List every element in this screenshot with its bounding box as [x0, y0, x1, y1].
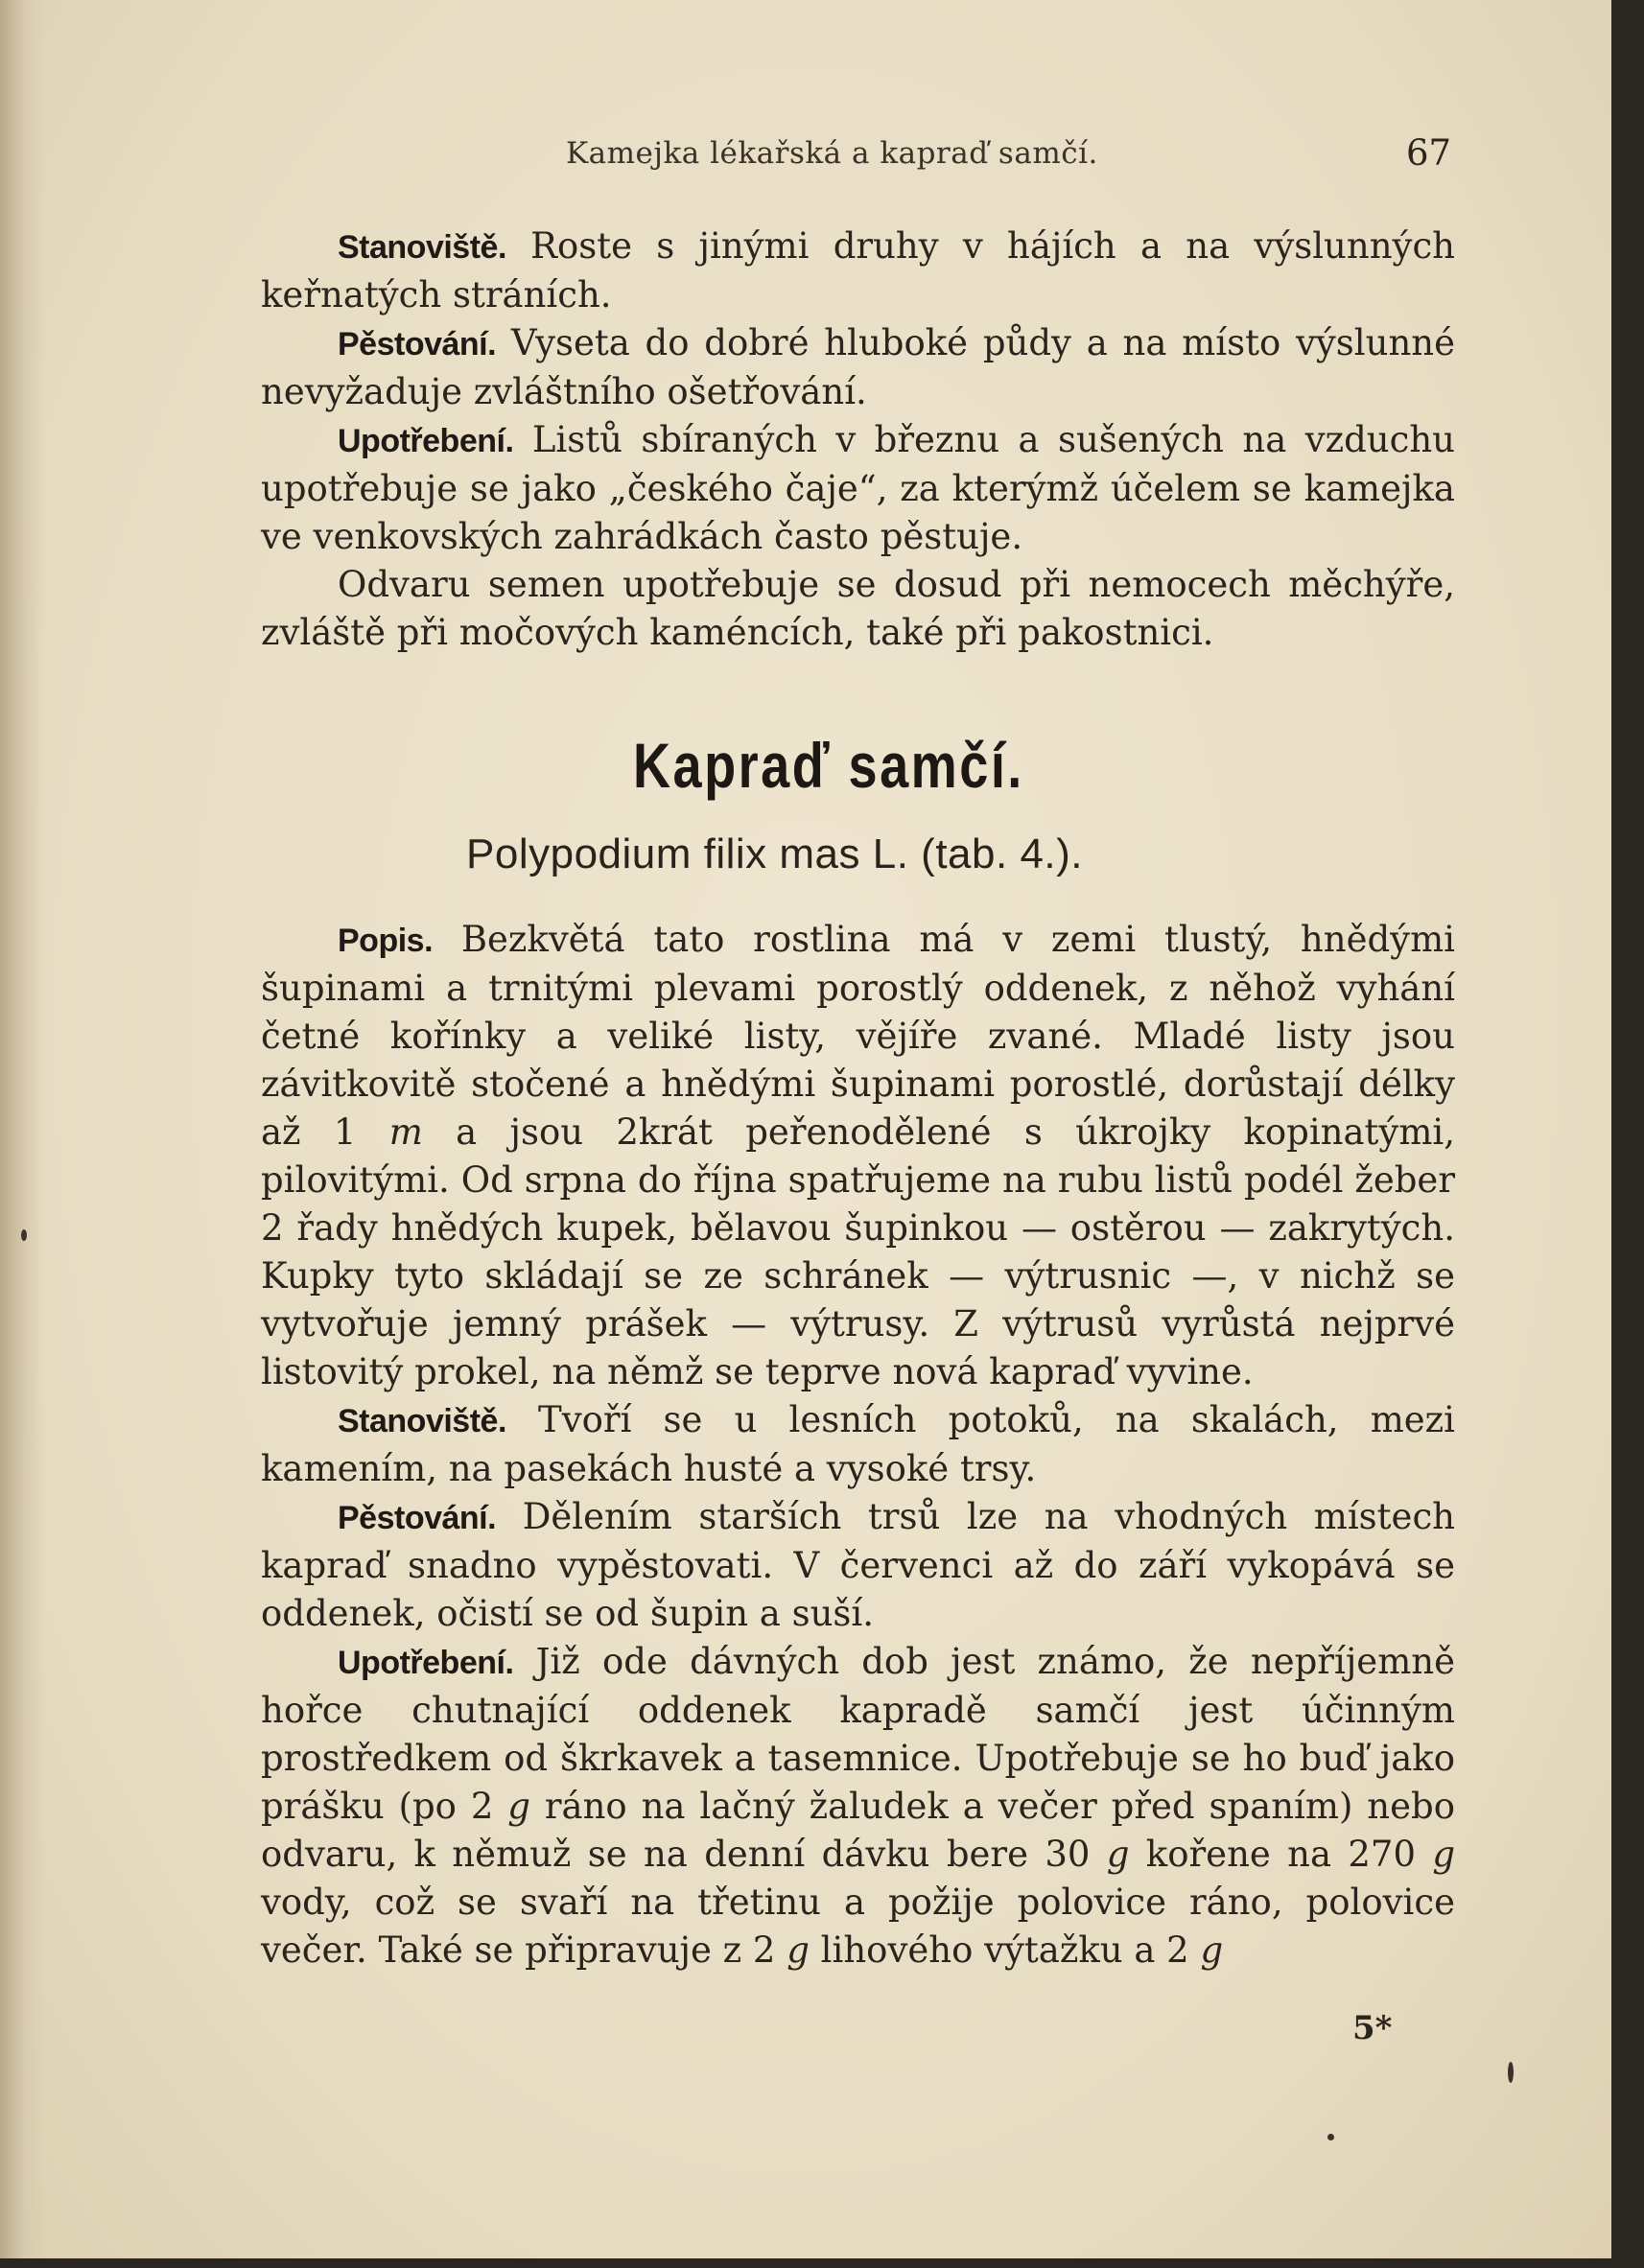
- kamejka-pestovani-paragraph: [261, 319, 1455, 416]
- page-number: 67: [1406, 132, 1452, 174]
- section-label: Pěstování.: [338, 326, 497, 362]
- kaprad-upotrebeni-paragraph: [261, 1638, 1455, 1975]
- section-label: Upotřebení.: [338, 423, 514, 459]
- paper-stain: [1327, 2134, 1334, 2140]
- paragraph-text: Dělením starších trsů lze na vhodných místech kapraď snadno vypěstovati. V červenci až do září vykopává se oddenek, očistí se od šupin a suší.: [261, 1496, 1455, 1634]
- section-title: Kapraď samčí.: [633, 730, 1024, 801]
- unit-text: g: [1106, 1834, 1130, 1875]
- kaprad-pestovani-paragraph: [261, 1493, 1455, 1638]
- kamejka-section: [261, 222, 1455, 657]
- paragraph-text: Listů sbíraných v březnu a sušených na vzduchu upotřebuje se jako „českého čaje“, za kterýmž účelem se kamejka ve venkovských zahrádkách často pěstuje.: [261, 419, 1455, 557]
- scan-border-right: [1611, 0, 1644, 2268]
- kamejka-stanoviste-paragraph: [261, 222, 1455, 319]
- section-label: Upotřebení.: [338, 1645, 514, 1681]
- paragraph-text: ráno na lačný žaludek a večer před spaním) nebo odvaru, k němuž se na denní dávku bere 30: [261, 1786, 1455, 1875]
- section-subtitle: Polypodium filix mas L. (tab. 4.).: [466, 830, 1084, 877]
- paragraph-text: Již ode dávných dob jest známo, že nepříjemně hořce chutnající oddenek kapradě samčí jest účinným prostředkem od škrkavek a tasemnice. Upotřebuje se ho buď jako prášku (po 2: [261, 1641, 1456, 1827]
- unit-text: g: [507, 1786, 530, 1827]
- unit-text: m: [388, 1111, 423, 1153]
- paragraph-text: a jsou 2krát peřenodělené s úkrojky kopinatými, pilovitými. Od srpna do října spatřujeme na rubu listů podél žeber 2 řady hnědých kupek, bělavou šupinkou — ostěrou — zakrytých. Kupky tyto skládají se ze schránek — výtrusnic —, v nichž se vytvořuje jemný prášek — výtrusy. Z výtrusů vyrůstá nejprvé listovitý prokel, na němž se teprve nová kapraď vyvine.: [261, 1111, 1456, 1392]
- running-head: Kamejka lékařská a kapraď samčí.: [566, 136, 1098, 171]
- kamejka-odvar-paragraph: Odvaru semen upotřebuje se dosud při nemocech měchýře, zvláště při močových kaméncích, také při pakostnici.: [261, 564, 1455, 653]
- section-label: Popis.: [338, 923, 434, 959]
- signature-mark: 5*: [1352, 2009, 1393, 2047]
- paragraph-text: Tvoří se u lesních potoků, na skalách, mezi kamením, na pasekách husté a vysoké trsy.: [261, 1399, 1455, 1489]
- paper-stain: [1508, 2062, 1514, 2083]
- unit-text: g: [1200, 1929, 1224, 1971]
- kaprad-popis-paragraph: [261, 916, 1455, 1396]
- section-label: Stanoviště.: [338, 1403, 506, 1439]
- unit-text: g: [787, 1929, 810, 1971]
- kaprad-section: [261, 916, 1455, 1975]
- paragraph-text: vody, což se svaří na třetinu a požije polovice ráno, polovice večer. Také se připravuje z 2: [261, 1882, 1455, 1971]
- paragraph-text: Vyseta do dobré hluboké půdy a na místo výslunné nevyžaduje zvláštního ošetřování.: [261, 322, 1456, 412]
- paragraph-text: Bezkvětá tato rostlina má v zemi tlustý, hnědými šupinami a trnitými plevami porostlý oddenek, z něhož vyhání četné kořínky a veliké listy, vějíře zvané. Mladé listy jsou závitkovitě stočené a hnědými šupinami porostlé, dorůstají délky až 1: [261, 919, 1455, 1153]
- scan-border-bottom: [0, 2258, 1644, 2268]
- section-label: Stanoviště.: [338, 229, 506, 266]
- section-label: Pěstování.: [338, 1500, 497, 1536]
- binding-gutter: [0, 0, 46, 2258]
- unit-text: g: [1432, 1834, 1456, 1875]
- paragraph-text: Roste s jinými druhy v hájích a na výslunných keřnatých stráních.: [261, 225, 1455, 316]
- paragraph-text: lihového výtažku a 2: [820, 1929, 1189, 1971]
- paper-stain: [21, 1229, 27, 1241]
- paragraph-text: kořene na 270: [1145, 1834, 1416, 1875]
- kaprad-stanoviste-paragraph: [261, 1396, 1455, 1493]
- kamejka-upotrebeni-paragraph: [261, 416, 1455, 561]
